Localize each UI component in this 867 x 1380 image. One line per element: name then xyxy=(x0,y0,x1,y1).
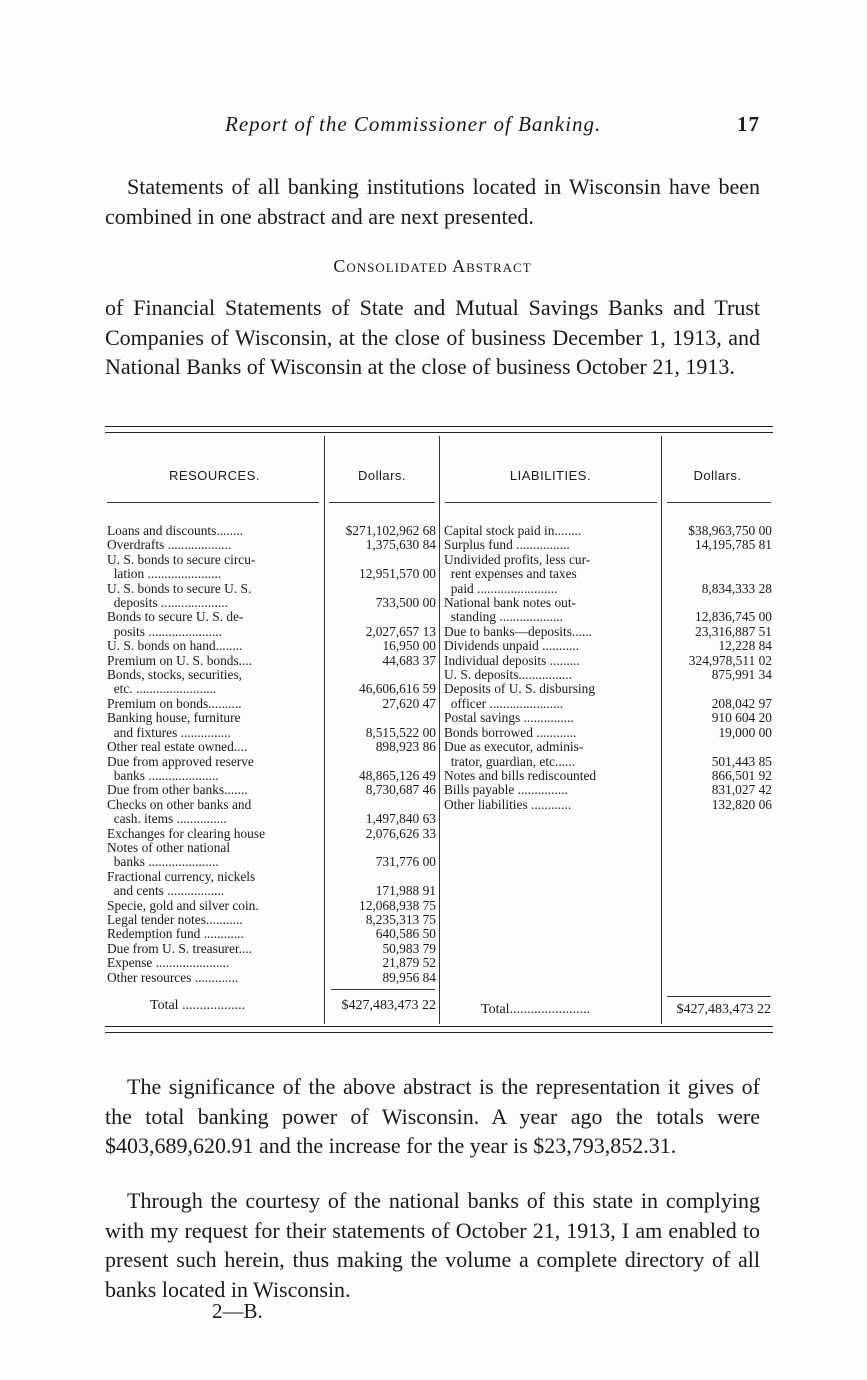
running-head-title: Report of the Commissioner of Banking. xyxy=(225,112,602,136)
dollars-left-header-rule xyxy=(329,502,435,503)
entry-label: etc. ........................ xyxy=(107,682,217,697)
entry-label: Premium on bonds.......... xyxy=(107,696,242,711)
liability-entry xyxy=(444,740,772,769)
liabilities-header-rule xyxy=(445,502,657,503)
entry-amount: 898,923 86 xyxy=(375,739,436,755)
entry-amount: 1,497,840 63 xyxy=(365,811,436,827)
entry-label: Bonds to secure U. S. de- xyxy=(107,610,244,625)
entry-amount: 27,620 47 xyxy=(382,695,436,711)
liability-entry xyxy=(444,711,772,725)
abstract-subtitle: of Financial Statements of State and Mutual Savings Banks and Trust Companies of Wisconsin, at the close of business December 1, 1913, and National Banks of Wisconsin at the close of business October 21, 1913. xyxy=(105,295,760,379)
resource-entry xyxy=(107,899,436,913)
entry-label: Checks on other banks and xyxy=(107,797,252,812)
resource-entry xyxy=(107,524,436,538)
resources-header-rule xyxy=(107,502,319,503)
entry-label: paid ........................ xyxy=(444,581,558,596)
entry-amount: 501,443 85 xyxy=(711,753,772,769)
resource-entry xyxy=(107,913,436,927)
entry-label: Banking house, furniture xyxy=(107,711,241,726)
entry-label: U. S. deposits................ xyxy=(444,668,572,683)
entry-amount: 910 604 20 xyxy=(711,710,772,726)
entry-amount: 12,068,938 75 xyxy=(359,897,436,913)
entry-label: Expense ...................... xyxy=(107,956,230,971)
dollars-header-right: Dollars. xyxy=(693,468,742,483)
resource-entry xyxy=(107,870,436,899)
entry-amount: 46,606,616 59 xyxy=(359,681,436,697)
resource-entry xyxy=(107,927,436,941)
liability-entry xyxy=(444,524,772,538)
entry-amount: 132,820 06 xyxy=(711,796,772,812)
liability-entry xyxy=(444,538,772,552)
entry-amount: $271,102,962 68 xyxy=(345,523,436,538)
entry-amount: 866,501 92 xyxy=(711,767,772,783)
entry-label: Legal tender notes........... xyxy=(107,912,243,927)
liability-entry xyxy=(444,682,772,711)
table-top-rule-2 xyxy=(105,432,773,433)
entry-label: banks ..................... xyxy=(107,768,219,783)
resource-entry xyxy=(107,783,436,797)
entry-amount: 208,042 97 xyxy=(711,695,772,711)
entry-label: Specie, gold and silver coin. xyxy=(107,898,259,913)
entry-amount: 48,865,126 49 xyxy=(359,767,436,783)
signature-mark: 2—B. xyxy=(212,1299,263,1323)
table-top-rule-1 xyxy=(105,426,773,427)
entry-amount: 831,027 42 xyxy=(711,782,772,798)
entry-label: and fixtures ............... xyxy=(107,725,231,740)
resource-entry xyxy=(107,827,436,841)
liability-entry xyxy=(444,726,772,740)
entry-label: deposits .................... xyxy=(107,596,228,611)
entry-label: Due from U. S. treasurer.... xyxy=(107,941,253,956)
entry-amount: 12,836,745 00 xyxy=(695,609,772,625)
entry-label: National bank notes out- xyxy=(444,596,577,611)
entry-label: U. S. bonds on hand........ xyxy=(107,639,243,654)
entry-label: and cents ................. xyxy=(107,884,225,899)
entry-amount: 19,000 00 xyxy=(718,724,772,740)
dollars-right-header-rule xyxy=(667,502,771,503)
entry-amount: 16,950 00 xyxy=(382,638,436,654)
dollars-header-left: Dollars. xyxy=(357,468,407,483)
entry-label: Dividends unpaid ........... xyxy=(444,639,580,654)
entry-label: Exchanges for clearing house xyxy=(107,826,266,841)
entry-label: Postal savings ............... xyxy=(444,711,574,726)
entry-label: lation ...................... xyxy=(107,567,222,582)
entry-label: cash. items ............... xyxy=(107,812,227,827)
column-divider-2 xyxy=(439,436,440,1024)
entry-label: Due from other banks....... xyxy=(107,783,248,798)
entry-label: Deposits of U. S. disbursing xyxy=(444,682,596,697)
table-bottom-rule-2 xyxy=(105,1032,773,1033)
entry-label: Other real estate owned.... xyxy=(107,740,248,755)
entry-amount: 640,586 50 xyxy=(375,926,436,942)
total-amount-right: $427,483,473 22 xyxy=(676,1002,771,1017)
entry-label: Notes and bills rediscounted xyxy=(444,768,597,783)
entry-label: posits ...................... xyxy=(107,624,222,639)
left-sum-rule xyxy=(331,989,435,990)
entry-amount: 23,316,887 51 xyxy=(695,623,772,639)
entry-amount: 875,991 34 xyxy=(711,667,772,683)
liability-entry xyxy=(444,783,772,797)
courtesy-paragraph: Through the courtesy of the national banks of this state in complying with my request for their statements of October 21, 1913, I am enabled to present such herein, thus making the volume a complete directory of all banks located in Wisconsin. xyxy=(105,1188,760,1302)
entry-label: Other liabilities ............ xyxy=(444,797,572,812)
entry-label: Loans and discounts........ xyxy=(107,524,244,538)
liability-entry xyxy=(444,668,772,682)
liabilities-list xyxy=(444,524,772,812)
section-heading: Consolidated Abstract xyxy=(333,256,532,276)
entry-amount: 8,515,522 00 xyxy=(365,724,436,740)
table-bottom-rule-1 xyxy=(105,1026,773,1027)
entry-label: rent expenses and taxes xyxy=(444,567,577,582)
resource-entry xyxy=(107,538,436,552)
liability-entry xyxy=(444,596,772,625)
resource-entry xyxy=(107,971,436,985)
resource-entry xyxy=(107,610,436,639)
entry-label: Due to banks—deposits...... xyxy=(444,624,593,639)
resource-entry xyxy=(107,654,436,668)
entry-label: Undivided profits, less cur- xyxy=(444,552,591,567)
entry-amount: 324,978,511 02 xyxy=(688,652,772,668)
entry-amount: 44,683 37 xyxy=(382,652,436,668)
right-sum-rule xyxy=(667,996,771,997)
total-label-left: Total .................. xyxy=(150,998,246,1013)
entry-label: Bonds, stocks, securities, xyxy=(107,668,243,683)
entry-label: Fractional currency, nickels xyxy=(107,869,256,884)
entry-label: Due as executor, adminis- xyxy=(444,740,584,755)
resource-entry xyxy=(107,711,436,740)
entry-amount: 731,776 00 xyxy=(375,854,436,870)
entry-label: trator, guardian, etc...... xyxy=(444,754,576,769)
liabilities-header: LIABILITIES. xyxy=(509,468,592,483)
entry-amount: 8,730,687 46 xyxy=(365,782,436,798)
resource-entry xyxy=(107,942,436,956)
entry-label: U. S. bonds to secure U. S. xyxy=(107,581,252,596)
entry-label: Due from approved reserve xyxy=(107,754,254,769)
consolidated-abstract-table xyxy=(105,426,773,1038)
total-amount-left: $427,483,473 22 xyxy=(341,998,436,1013)
resource-entry xyxy=(107,639,436,653)
entry-amount: 171,988 91 xyxy=(375,883,436,899)
entry-amount: 12,951,570 00 xyxy=(359,566,436,582)
entry-label: U. S. bonds to secure circu- xyxy=(107,552,256,567)
resource-entry xyxy=(107,755,436,784)
resource-entry xyxy=(107,956,436,970)
entry-label: Premium on U. S. bonds.... xyxy=(107,653,253,668)
entry-label: banks ..................... xyxy=(107,855,219,870)
entry-label: Bonds borrowed ............ xyxy=(444,725,577,740)
entry-label: Capital stock paid in........ xyxy=(444,524,582,538)
liability-entry xyxy=(444,769,772,783)
resource-entry xyxy=(107,582,436,611)
resource-entry xyxy=(107,668,436,697)
entry-amount: 2,027,657 13 xyxy=(365,623,436,639)
liability-entry xyxy=(444,553,772,596)
entry-label: officer ...................... xyxy=(444,696,564,711)
liability-entry xyxy=(444,625,772,639)
entry-label: Other resources ............. xyxy=(107,970,239,985)
entry-label: Notes of other national xyxy=(107,840,231,855)
entry-amount: 89,956 84 xyxy=(382,969,436,985)
liability-entry xyxy=(444,798,772,812)
entry-amount: 50,983 79 xyxy=(382,940,436,956)
total-label-right: Total....................... xyxy=(481,1002,591,1017)
entry-label: Bills payable ............... xyxy=(444,783,568,798)
entry-amount: 14,195,785 81 xyxy=(695,537,772,553)
intro-paragraph: Statements of all banking institutions located in Wisconsin have been combined in one abstract and are next presented. xyxy=(105,174,760,229)
entry-label: standing ................... xyxy=(444,610,564,625)
liability-entry xyxy=(444,639,772,653)
entry-label: Redemption fund ............ xyxy=(107,927,244,942)
resource-entry xyxy=(107,841,436,870)
entry-label: Overdrafts ................... xyxy=(107,538,232,553)
entry-amount: 12,228 84 xyxy=(718,638,772,654)
entry-amount: $38,963,750 00 xyxy=(688,523,772,538)
resource-entry xyxy=(107,697,436,711)
entry-amount: 1,375,630 84 xyxy=(365,537,436,553)
resource-entry xyxy=(107,740,436,754)
liability-entry xyxy=(444,654,772,668)
significance-paragraph: The significance of the above abstract is the representation it gives of the total banking power of Wisconsin. A year ago the totals were $403,689,620.91 and the increase for the year is $23,793,852.31. xyxy=(105,1074,760,1158)
entry-amount: 2,076,626 33 xyxy=(365,825,436,841)
page-number: 17 xyxy=(737,112,760,136)
entry-amount: 21,879 52 xyxy=(382,955,436,971)
entry-amount: 8,834,333 28 xyxy=(701,580,772,596)
entry-amount: 733,500 00 xyxy=(375,595,436,611)
resource-entry xyxy=(107,798,436,827)
entry-label: Surplus fund ................ xyxy=(444,538,570,553)
entry-amount: 8,235,313 75 xyxy=(365,911,436,927)
entry-label: Individual deposits ......... xyxy=(444,653,580,668)
resources-list xyxy=(107,524,436,985)
resources-header: RESOURCES. xyxy=(169,468,260,483)
resource-entry xyxy=(107,553,436,582)
